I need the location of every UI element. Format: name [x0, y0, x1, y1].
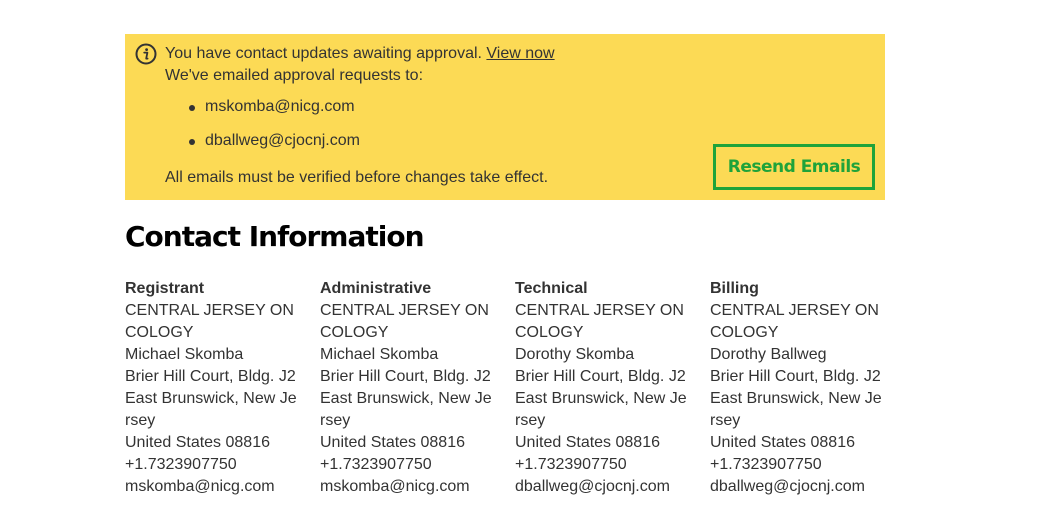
contact-heading: Technical	[515, 280, 588, 297]
notice-footer: All emails must be verified before changes take effect.	[165, 169, 549, 186]
list-item: dballweg@cjocnj.com	[165, 131, 360, 165]
contact-phone: +1.7323907750	[710, 456, 822, 473]
contact-country: United States 08816	[710, 434, 855, 451]
contact-email: mskomba@nicg.com	[320, 478, 470, 495]
contact-name: Michael Skomba	[125, 346, 244, 363]
contact-heading: Registrant	[125, 280, 205, 297]
contact-street: Brier Hill Court, Bldg. J2	[320, 368, 491, 385]
contact-name: Michael Skomba	[320, 346, 439, 363]
contact-email: dballweg@cjocnj.com	[710, 478, 865, 495]
pending-approval-notice	[125, 34, 885, 200]
contact-technical	[515, 278, 690, 498]
contact-heading: Billing	[710, 280, 759, 297]
notice-message-text: You have contact updates awaiting approval.	[165, 45, 482, 62]
contact-org: CENTRAL JERSEY ONCOLOGY	[125, 302, 294, 341]
contact-name: Dorothy Ballweg	[710, 346, 827, 363]
emailed-label: We've emailed approval requests to:	[165, 67, 424, 84]
contact-email: mskomba@nicg.com	[125, 478, 275, 495]
contact-administrative	[320, 278, 495, 498]
contact-email: dballweg@cjocnj.com	[515, 478, 670, 495]
list-item: mskomba@nicg.com	[165, 97, 360, 131]
info-icon	[135, 43, 157, 65]
contact-street: Brier Hill Court, Bldg. J2	[515, 368, 686, 385]
contact-city: East Brunswick, New Jersey	[710, 390, 882, 429]
contact-country: United States 08816	[320, 434, 465, 451]
contact-street: Brier Hill Court, Bldg. J2	[710, 368, 881, 385]
notice-message	[165, 45, 555, 63]
contact-org: CENTRAL JERSEY ONCOLOGY	[515, 302, 684, 341]
page-title: Contact Information	[125, 220, 424, 253]
contact-org: CENTRAL JERSEY ONCOLOGY	[710, 302, 879, 341]
contact-registrant	[125, 278, 300, 498]
contact-city: East Brunswick, New Jersey	[320, 390, 492, 429]
contact-country: United States 08816	[125, 434, 270, 451]
contact-city: East Brunswick, New Jersey	[125, 390, 297, 429]
contact-country: United States 08816	[515, 434, 660, 451]
contact-heading: Administrative	[320, 280, 432, 297]
contact-street: Brier Hill Court, Bldg. J2	[125, 368, 296, 385]
contact-billing	[710, 278, 885, 498]
contact-name: Dorothy Skomba	[515, 346, 635, 363]
resend-emails-button[interactable]: Resend Emails	[713, 144, 875, 190]
contact-city: East Brunswick, New Jersey	[515, 390, 687, 429]
contact-phone: +1.7323907750	[515, 456, 627, 473]
contact-phone: +1.7323907750	[320, 456, 432, 473]
contact-phone: +1.7323907750	[125, 456, 237, 473]
view-now-link[interactable]: View now	[486, 45, 555, 62]
contact-org: CENTRAL JERSEY ONCOLOGY	[320, 302, 489, 341]
approval-email-list	[165, 97, 360, 165]
